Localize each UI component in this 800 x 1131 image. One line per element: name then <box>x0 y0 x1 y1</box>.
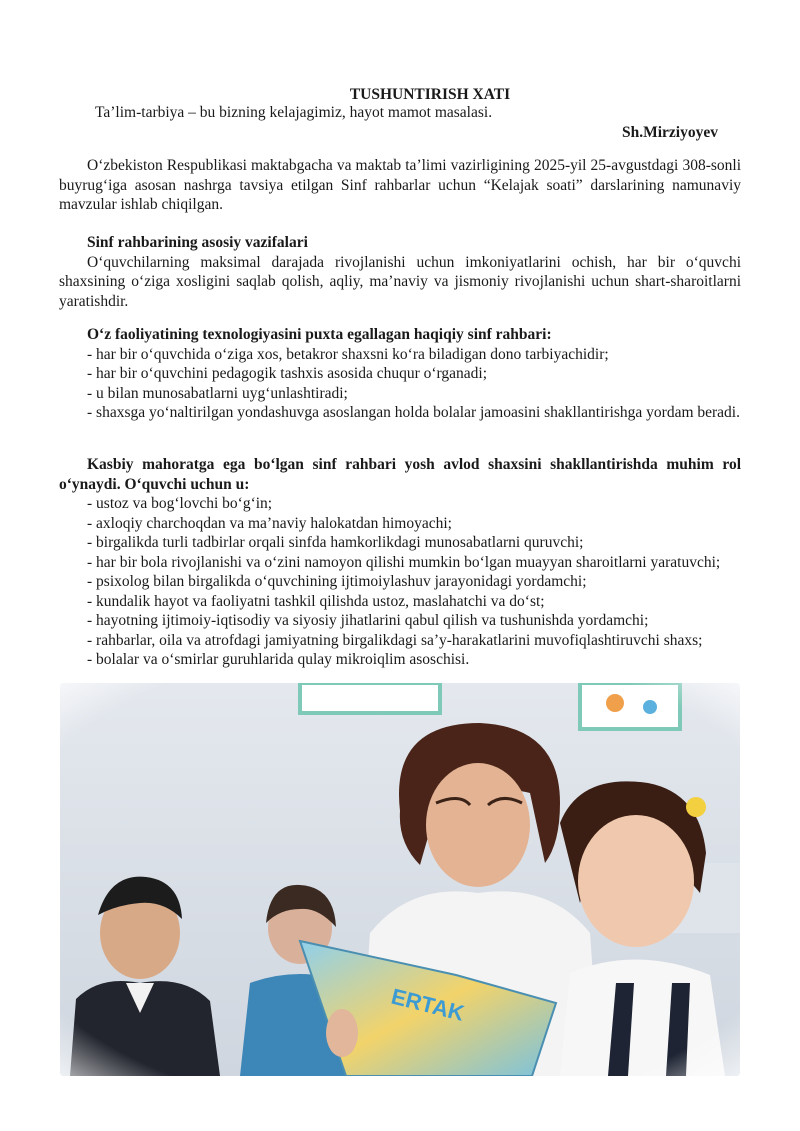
epigraph: Ta’lim-tarbiya – bu bizning kelajagimiz, hayot mamot masalasi. <box>95 104 493 121</box>
list-item: - hayotning ijtimoiy-iqtisodiy va siyosiy jihatlarini qabul qilish va tushunishda yordamchi; <box>87 612 649 629</box>
section-technology-heading: O‘z faoliyatining texnologiyasini puxta egallagan haqiqiy sinf rahbari: <box>87 326 552 343</box>
section-role-heading: Kasbiy mahoratga ega bo‘lgan sinf rahbari yosh avlod shaxsini shakllantirishda muhim rol o‘ynaydi. O‘quvchi uchun u: <box>59 456 741 493</box>
list-item: - psixolog bilan birgalikda o‘quvchining ijtimoiylashuv jarayonidagi yordamchi; <box>87 573 587 590</box>
list-item: - har bir o‘quvchida o‘ziga xos, betakror shaxsni ko‘ra biladigan dono tarbiyachidir; <box>87 345 609 363</box>
list-item: - rahbarlar, oila va atrofdagi jamiyatning birgalikdagi sa’y-harakatlarini muvofiqlashtiruvchi shaxs; <box>87 631 703 649</box>
list-item: - har bir o‘quvchini pedagogik tashxis asosida chuqur o‘rganadi; <box>87 365 488 382</box>
classroom-reading-photo <box>60 683 740 1076</box>
list-item: - shaxsga yo‘naltirilgan yondashuvga asoslangan holda bolalar jamoasini shakllantirishga yordam beradi. <box>87 404 740 421</box>
intro-paragraph: O‘zbekiston Respublikasi maktabgacha va maktab ta’limi vazirligining 2025-yil 25-avgustdagi 308-sonli buyrug‘iga asosan nashrga tavsiya etilgan Sinf rahbarlar uchun “Kelajak soati” darslarining namunaviy mavzular ishlab chiqilgan. <box>59 157 741 213</box>
list-item: - ustoz va bog‘lovchi bo‘g‘in; <box>87 495 273 512</box>
section-role <box>59 455 741 670</box>
list-item: - birgalikda turli tadbirlar orqali sinfda hamkorlikdagi munosabatlarni quruvchi; <box>87 534 584 551</box>
section-duties <box>59 233 741 311</box>
section-technology <box>59 325 741 423</box>
list-item: - axloqiy charchoqdan va ma’naviy halokatdan himoyachi; <box>87 514 452 532</box>
intro-block <box>59 156 741 215</box>
list-item: - bolalar va o‘smirlar guruhlarida qulay mikroiqlim asoschisi. <box>87 651 470 668</box>
epigraph-author: Sh.Mirziyoyev <box>622 124 718 141</box>
section-duties-heading: Sinf rahbarining asosiy vazifalari <box>87 234 308 251</box>
list-item: - har bir bola rivojlanishi va o‘zini namoyon qilishi mumkin bo‘lgan muayyan sharoitlarni yaratuvchi; <box>87 553 721 571</box>
list-item: - u bilan munosabatlarni uyg‘unlashtiradi; <box>87 384 348 402</box>
list-item: - kundalik hayot va faoliyatni tashkil qilishda ustoz, maslahatchi va do‘st; <box>87 592 545 610</box>
document-title: TUSHUNTIRISH XATI <box>349 86 511 103</box>
section-duties-text: O‘quvchilarning maksimal darajada rivojlanishi uchun imkoniyatlarini ochish, har bir o‘quvchi shaxsining o‘ziga xosligini saqlab qolish, aqliy, ma’naviy va jismoniy rivojlanishi uchun shart-sharoitlarni yaratishdir. <box>59 253 741 310</box>
